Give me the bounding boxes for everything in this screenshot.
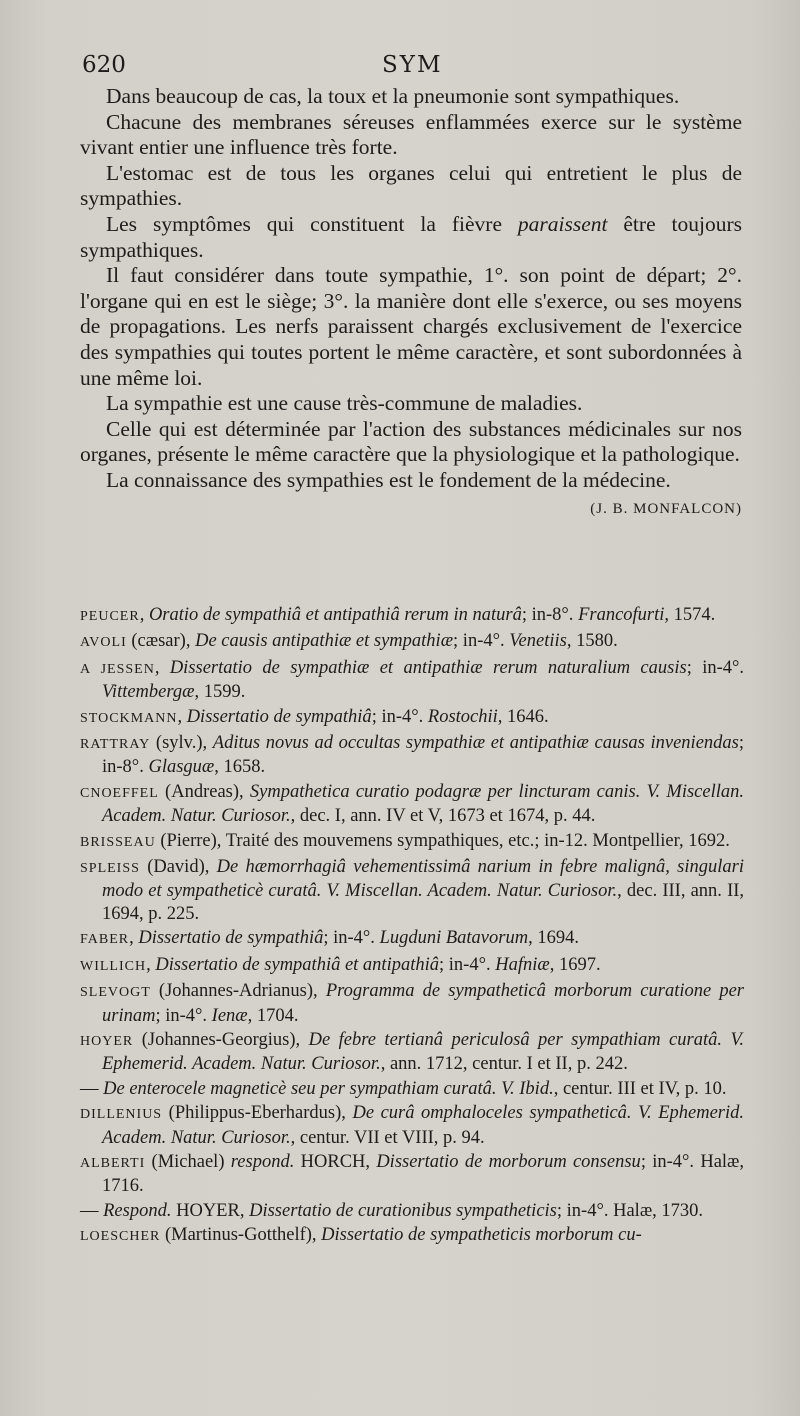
entry-author: STOCKMANN — [80, 710, 178, 726]
entry-title: De febre tertianâ periculosâ per sympathiam curatâ. V. Ephemerid. Academ. Natur. Curiosor. — [102, 1029, 744, 1075]
entry-title: Dissertatio de sympatheticis morborum cu- — [321, 1225, 642, 1246]
bibliography-entry — [80, 927, 744, 951]
entry-author: BRISSEAU — [80, 834, 156, 850]
entry-separator: (Johannes-Georgius), — [133, 1029, 309, 1050]
running-head: SYM — [382, 52, 443, 78]
entry-date: , 1704. — [247, 1005, 299, 1026]
entry-details: ; in-8°. — [521, 605, 579, 625]
entry-separator: (Johannes-Adrianus), — [150, 981, 326, 1002]
entry-details: , ann. 1712, centur. I et II, p. 242. — [380, 1054, 628, 1075]
bibliography-entry — [80, 732, 744, 779]
entry-title: Dissertatio de sympathiâ — [186, 706, 372, 727]
bibliography-entry — [80, 1078, 744, 1100]
entry-details: HOYER, — [171, 1200, 250, 1221]
entry-separator: (Pierre), — [155, 830, 226, 851]
bibliography-entry — [80, 954, 744, 978]
entry-details: ; in-4°. — [453, 631, 510, 652]
entry-author: ALBERTI — [80, 1155, 146, 1171]
entry-date: , 1646. — [497, 706, 549, 727]
entry-separator: (Michael) — [145, 1151, 231, 1172]
entry-title: De causis antipathiæ et sympathiæ — [195, 631, 454, 652]
bibliography-entry — [80, 830, 744, 854]
entry-date: , 1580. — [566, 631, 618, 652]
bibliography-entry — [80, 1029, 744, 1076]
entry-separator: (Andreas), — [158, 781, 250, 802]
entry-date: , 1599. — [194, 682, 246, 703]
entry-dash: — — [80, 1078, 104, 1099]
entry-title: Dissertatio de sympathiâ — [138, 928, 324, 949]
entry-title: De enterocele magneticè seu per sympathiam curatâ. V. Ibid. — [103, 1078, 554, 1099]
bibliography-entry — [80, 1200, 744, 1222]
entry-separator: (Philippus-Eberhardus), — [162, 1103, 353, 1124]
entry-date: ; in-4°. Halæ, 1716. — [102, 1151, 745, 1197]
bibliography-entry — [80, 856, 744, 925]
entry-separator: (cæsar), — [126, 631, 196, 652]
paragraph: La connaissance des sympathies est le fondement de la médecine. — [106, 467, 671, 492]
entry-separator: (Martinus-Gotthelf), — [160, 1225, 322, 1246]
entry-details: , centur. III et IV, p. 10. — [553, 1078, 727, 1099]
paragraph: Chacune des membranes séreuses enflammées exerce sur le système vivant entier une influence très forte. — [80, 109, 742, 160]
bibliography-entry — [80, 781, 744, 828]
bibliography-entry — [80, 657, 744, 704]
entry-details: ; in-8°. — [102, 733, 744, 778]
paragraph: Celle qui est déterminée par l'action des substances médicinales sur nos organes, présente le même caractère que la physiologique et la pathologique. — [80, 416, 742, 467]
paragraph: La sympathie est une cause très-commune de maladies. — [106, 391, 583, 416]
entry-details: ; in-4°. — [686, 657, 745, 678]
entry-details: ; in-4°. — [439, 954, 496, 975]
entry-separator: , — [129, 928, 139, 949]
entry-author: WILLICH — [80, 958, 147, 974]
entry-place: Venetiis — [509, 631, 567, 652]
entry-title: Programma de sympatheticâ morborum curatione per urinam — [102, 981, 744, 1026]
entry-author: CNOEFFEL — [80, 785, 159, 801]
entry-title: Dissertatio de sympathiâ et antipathiâ — [155, 954, 439, 975]
entry-place: Hafniæ — [495, 954, 550, 975]
entry-place: Dissertatio de morborum consensu — [376, 1151, 641, 1172]
paragraph: L'estomac est de tous les organes celui qui entretient le plus de sympathies. — [80, 160, 742, 211]
entry-details: ; in-4°. — [323, 928, 380, 949]
entry-author: AVOLI — [80, 635, 127, 651]
entry-date: , 1697. — [549, 954, 601, 975]
entry-details: HORCH, — [294, 1151, 377, 1172]
entry-place: Rostochii — [427, 706, 498, 727]
entry-date: , 1658. — [214, 757, 266, 778]
entry-separator: , — [154, 657, 170, 678]
entry-title: respond. — [230, 1151, 295, 1172]
entry-author: A JESSEN — [80, 661, 155, 677]
entry-author: SPLEISS — [80, 861, 140, 877]
entry-title: De curâ omphaloceles sympatheticâ. V. Ephemerid. Academ. Natur. Curiosor. — [102, 1103, 744, 1148]
entry-dash: — — [80, 1200, 104, 1221]
entry-title: Aditus novus ad occultas sympathiæ et antipathiæ causas inveniendas — [212, 733, 739, 754]
entry-separator: (David), — [139, 857, 217, 878]
entry-date: , 1574. — [664, 605, 716, 625]
entry-title: Respond. — [103, 1200, 172, 1221]
entry-separator: , — [139, 605, 149, 625]
entry-author: HOYER — [80, 1033, 134, 1049]
entry-details: , dec. I, ann. IV et V, 1673 et 1674, p. 44. — [290, 806, 596, 827]
bibliography-entry — [80, 1224, 744, 1248]
entry-place: Dissertatio de curationibus sympatheticis — [249, 1200, 557, 1221]
italic-word: paraissent — [517, 211, 608, 236]
paragraph: Il faut considérer dans toute sympathie, 1°. son point de départ; 2°. l'organe qui en est le siège; 3°. la manière dont elle s'exerce, ou ses moyens de propagations. Les nerfs paraissent chargés exclusivement de l'exercice des sympathies qui toutes portent le même caractère, et sont subordonnées à une même loi. — [80, 263, 742, 390]
entry-separator: (sylv.), — [150, 733, 213, 754]
entry-title: De hæmorrhagiâ vehementissimâ narium in febre malignâ, singulari modo et sympatheticè curatâ. V. Miscellan. Academ. Natur. Curiosor. — [102, 857, 744, 902]
article-body — [80, 84, 742, 522]
entry-date: , 1694. — [528, 928, 579, 949]
entry-author: SLEVOGT — [80, 985, 151, 1001]
entry-place: Ienæ — [211, 1005, 248, 1026]
entry-author: FABER — [80, 932, 130, 948]
entry-details: Traité des mouvemens sympathiques, etc.; in-12. Montpellier, 1692. — [225, 830, 730, 851]
bibliography-entry — [80, 1151, 744, 1198]
entry-details: , centur. VII et VIII, p. 94. — [290, 1127, 485, 1148]
page-number: 620 — [82, 52, 126, 78]
entry-place: Glasguæ — [148, 757, 215, 778]
entry-place: Vittembergæ — [102, 682, 195, 703]
bibliography-entry — [80, 630, 744, 654]
entry-date: ; in-4°. Halæ, 1730. — [556, 1200, 704, 1221]
entry-separator: , — [146, 954, 156, 975]
entry-title: Oratio de sympathiâ et antipathiâ rerum in naturâ — [148, 605, 522, 625]
entry-author: RATTRAY — [80, 737, 151, 753]
entry-title: Sympathetica curatio podagræ per lincturam canis. V. Miscellan. Academ. Natur. Curiosor. — [102, 781, 744, 827]
entry-details: ; in-4°. — [371, 706, 428, 727]
author-signature — [80, 494, 742, 523]
paragraph-text: Les symptômes qui constituent la fièvre — [106, 211, 518, 236]
entry-separator: , — [177, 706, 187, 727]
bibliography-entry — [80, 604, 744, 628]
entry-author: DILLENIUS — [80, 1107, 163, 1123]
bibliography — [80, 604, 744, 1251]
entry-title: Dissertatio de sympathiæ et antipathiæ rerum naturalium causis — [169, 657, 687, 678]
entry-author: PEUCER — [80, 609, 140, 624]
entry-author: LOESCHER — [80, 1229, 161, 1245]
bibliography-entry — [80, 1102, 744, 1149]
entry-details: , dec. III, ann. II, 1694, p. 225. — [102, 881, 745, 924]
page-header — [82, 52, 742, 82]
bibliography-entry — [80, 980, 744, 1027]
entry-place: Lugduni Batavorum — [379, 928, 529, 949]
paragraph-text: être toujours sympathiques. — [80, 211, 742, 262]
paragraph — [80, 212, 742, 263]
entry-place: Francofurti — [578, 605, 665, 625]
paragraph: Dans beaucoup de cas, la toux et la pneumonie sont sympathiques. — [106, 84, 680, 108]
bibliography-entry — [80, 706, 744, 730]
signature-text: (J. B. MONFALCON) — [590, 500, 742, 517]
entry-details: ; in-4°. — [155, 1005, 212, 1026]
